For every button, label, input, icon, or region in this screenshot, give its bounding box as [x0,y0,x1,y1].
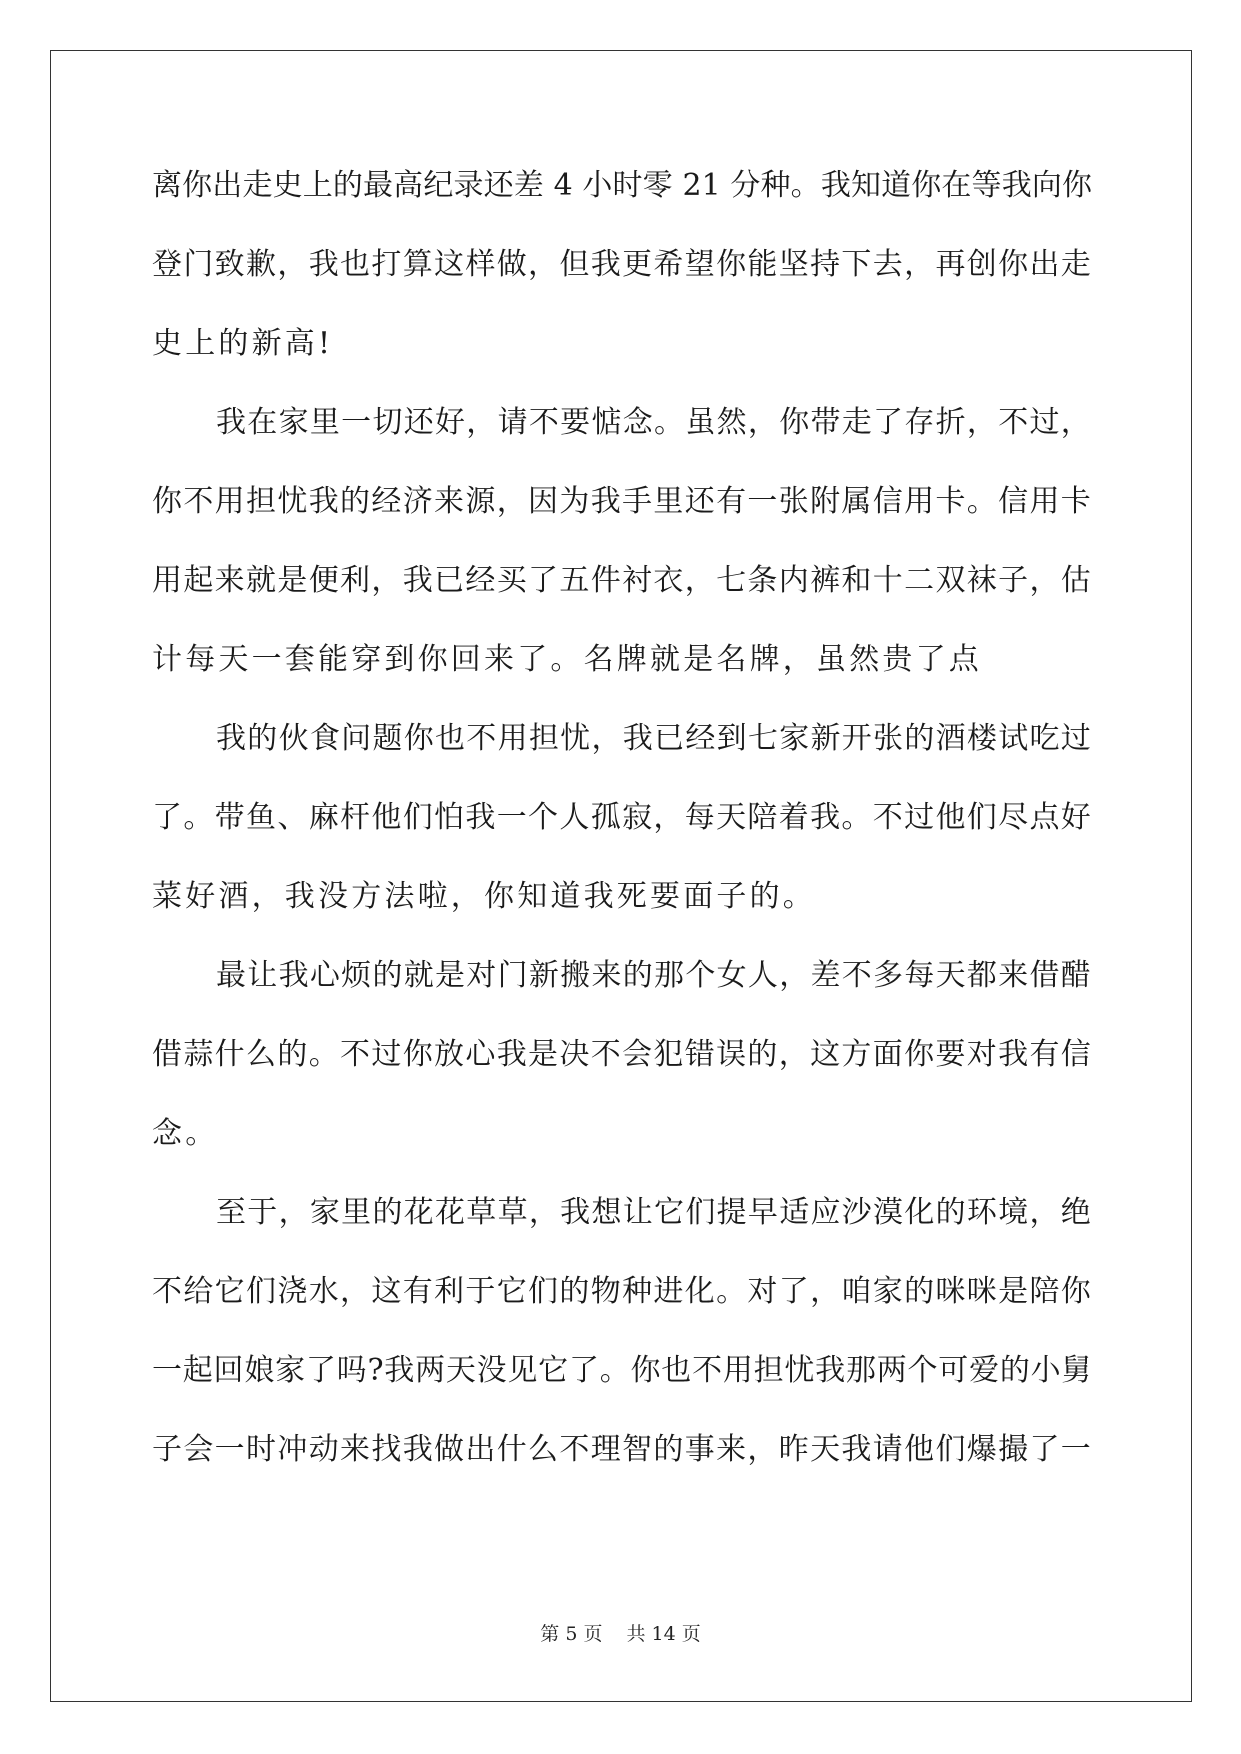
text-line: 不给它们浇水，这有利于它们的物种进化。对了，咱家的咪咪是陪你 [152,1274,1092,1309]
text-line: 用起来就是便利，我已经买了五件衬衣，七条内裤和十二双袜子，估 [152,563,1092,598]
page-footer [0,1622,1241,1646]
text-line: 登门致歉，我也打算这样做，但我更希望你能坚持下去，再创你出走 [152,247,1092,282]
text-line: 你不用担忧我的经济来源，因为我手里还有一张附属信用卡。信用卡 [152,484,1092,519]
paragraph-first-line: 至于，家里的花花草草，我想让它们提早适应沙漠化的环境，绝 [216,1195,1092,1230]
text-line: 念。 [152,1116,219,1151]
text-line: 史上的新高! [152,326,334,361]
text-line: 了。带鱼、麻杆他们怕我一个人孤寂，每天陪着我。不过他们尽点好 [152,800,1092,835]
paragraph-first-line: 我的伙食问题你也不用担忧，我已经到七家新开张的酒楼试吃过 [216,721,1092,756]
text-line: 计每天一套能穿到你回来了。名牌就是名牌，虽然贵了点 [152,642,982,677]
text-line: 一起回娘家了吗?我两天没见它了。你也不用担忧我那两个可爱的小舅 [152,1353,1092,1388]
text-line: 菜好酒，我没方法啦，你知道我死要面子的。 [152,879,816,914]
page-number: 第 5 页 [540,1623,603,1645]
paragraph-first-line: 我在家里一切还好，请不要惦念。虽然，你带走了存折，不过， [216,405,1092,440]
text-line: 子会一时冲动来找我做出什么不理智的事来，昨天我请他们爆撮了一 [152,1432,1092,1467]
text-line: 离你出走史上的最高纪录还差 4 小时零 21 分种。我知道你在等我向你 [152,168,1092,203]
text-line: 借蒜什么的。不过你放心我是决不会犯错误的，这方面你要对我有信 [152,1037,1092,1072]
paragraph-first-line: 最让我心烦的就是对门新搬来的那个女人，差不多每天都来借醋 [216,958,1092,993]
page-total: 共 14 页 [626,1623,701,1645]
